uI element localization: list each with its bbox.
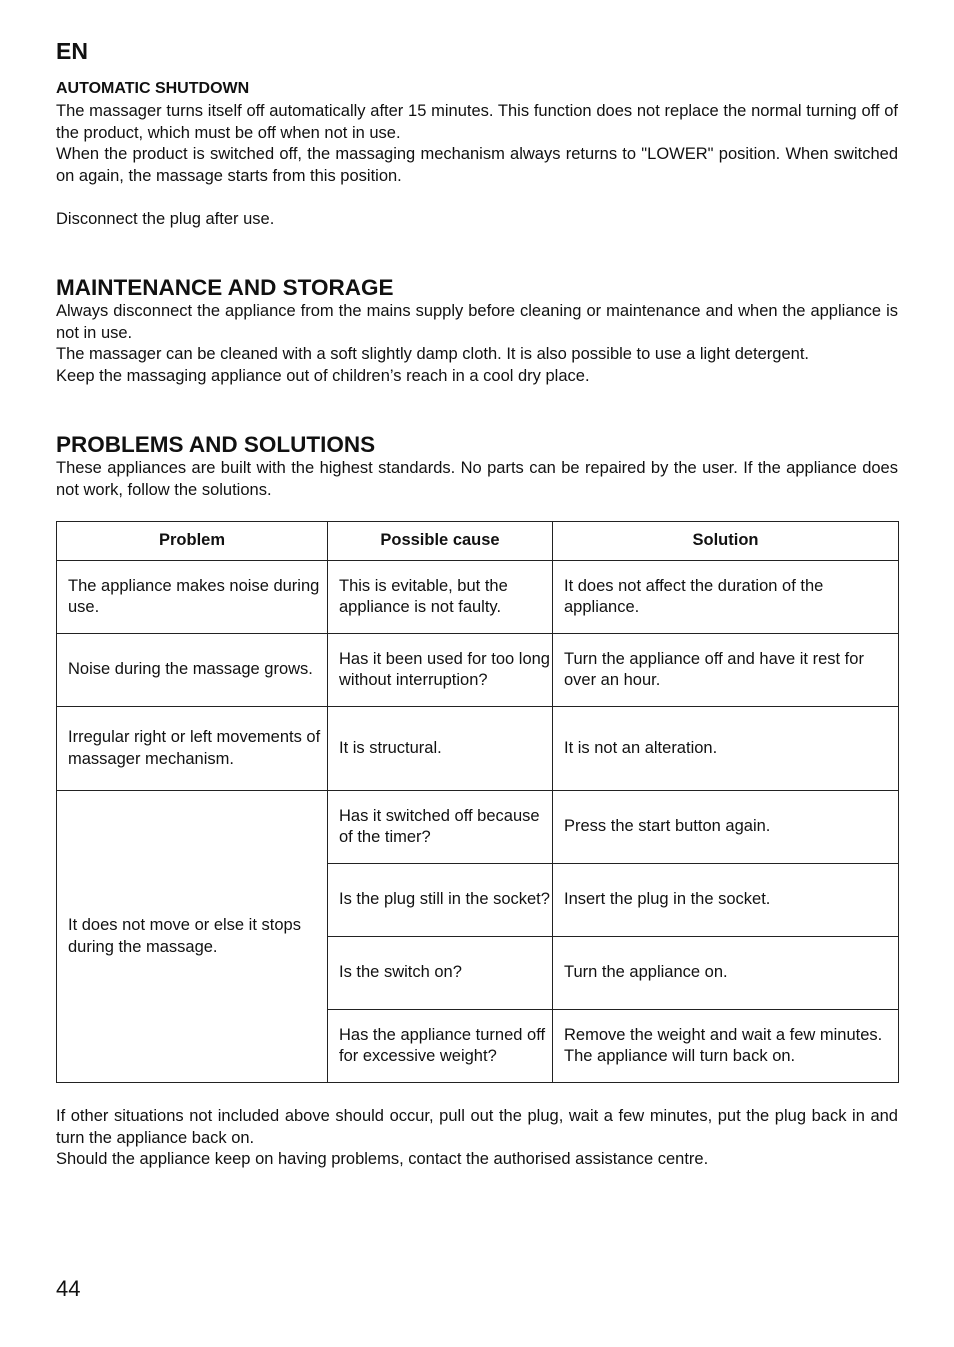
problem-cell: Irregular right or left movements of massager mechanism. xyxy=(57,707,328,791)
troubleshooting-table xyxy=(56,521,899,1083)
closing-paragraph-2: Should the appliance keep on having problems, contact the authorised assistance centre. xyxy=(56,1150,709,1168)
language-label: EN xyxy=(56,38,88,64)
closing-section xyxy=(56,1106,898,1171)
solution-cell: Turn the appliance on. xyxy=(553,937,899,1010)
shutdown-paragraph-3: Disconnect the plug after use. xyxy=(56,209,275,228)
maintenance-paragraph-2: The massager can be cleaned with a soft slightly damp cloth. It is also possible to use a light detergent. xyxy=(56,345,809,363)
problem-cell-merged: It does not move or else it stops during the massage. xyxy=(57,791,328,1083)
table-row xyxy=(57,634,899,707)
automatic-shutdown-section xyxy=(56,101,898,230)
automatic-shutdown-heading: AUTOMATIC SHUTDOWN xyxy=(56,80,250,97)
problem-cell: The appliance makes noise during use. xyxy=(57,561,328,634)
closing-paragraph-1: If other situations not included above should occur, pull out the plug, wait a few minutes, put the plug back in and turn the appliance back on. xyxy=(56,1107,898,1147)
solution-cell: Remove the weight and wait a few minutes. The appliance will turn back on. xyxy=(553,1010,899,1083)
problems-heading: PROBLEMS AND SOLUTIONS xyxy=(56,432,376,457)
cause-cell: This is evitable, but the appliance is not faulty. xyxy=(328,561,553,634)
maintenance-paragraph-1: Always disconnect the appliance from the mains supply before cleaning or maintenance and when the appliance is not in use. xyxy=(56,302,898,342)
table-row xyxy=(57,707,899,791)
maintenance-paragraph-3: Keep the massaging appliance out of children’s reach in a cool dry place. xyxy=(56,366,590,385)
cause-cell: Has the appliance turned off for excessive weight? xyxy=(328,1010,553,1083)
cause-cell: Is the switch on? xyxy=(328,937,553,1010)
header-solution: Solution xyxy=(553,522,899,561)
solution-cell: It is not an alteration. xyxy=(553,707,899,791)
cause-cell: It is structural. xyxy=(328,707,553,791)
maintenance-section xyxy=(56,275,898,387)
table-header-row xyxy=(57,522,899,561)
shutdown-paragraph-2: When the product is switched off, the massaging mechanism always returns to "LOWER" position. When switched on again, the massage starts from this position. xyxy=(56,145,898,185)
page-number: 44 xyxy=(56,1276,81,1301)
cause-cell: Is the plug still in the socket? xyxy=(328,864,553,937)
shutdown-paragraph-1: The massager turns itself off automatically after 15 minutes. This function does not replace the normal turning off of the product, which must be off when not in use. xyxy=(56,102,898,142)
maintenance-heading: MAINTENANCE AND STORAGE xyxy=(56,275,394,300)
header-problem: Problem xyxy=(57,522,328,561)
problem-cell: Noise during the massage grows. xyxy=(57,634,328,707)
problems-section xyxy=(56,432,898,501)
solution-cell: Insert the plug in the socket. xyxy=(553,864,899,937)
table-row xyxy=(57,561,899,634)
problems-intro: These appliances are built with the highest standards. No parts can be repaired by the user. If the appliance does not work, follow the solutions. xyxy=(56,459,898,499)
solution-cell: It does not affect the duration of the appliance. xyxy=(553,561,899,634)
solution-cell: Turn the appliance off and have it rest for over an hour. xyxy=(553,634,899,707)
header-possible-cause: Possible cause xyxy=(328,522,553,561)
solution-cell: Press the start button again. xyxy=(553,791,899,864)
cause-cell: Has it been used for too long without interruption? xyxy=(328,634,553,707)
cause-cell: Has it switched off because of the timer? xyxy=(328,791,553,864)
table-row xyxy=(57,791,899,864)
